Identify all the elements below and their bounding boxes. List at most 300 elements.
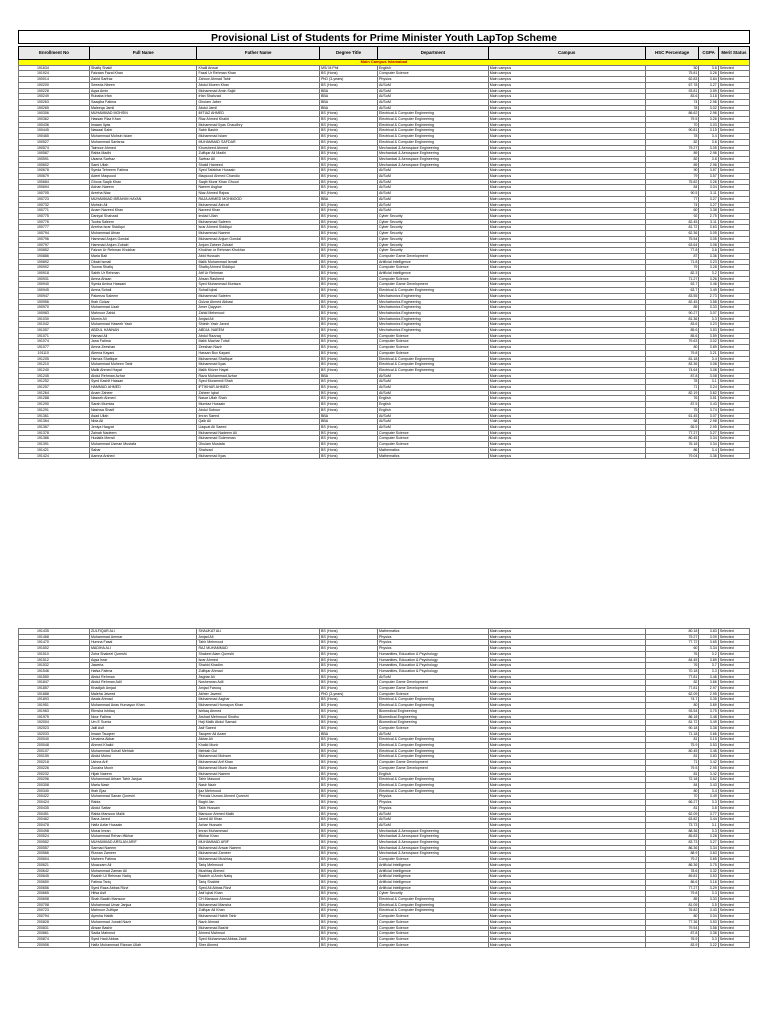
father-name-cell: Akbar Ali [197, 737, 320, 743]
merit-status-cell: Selected [718, 265, 749, 271]
merit-status-cell: Selected [718, 185, 749, 191]
full-name-cell: Nida Ali [89, 419, 197, 425]
cgpa-cell: 3.09 [699, 634, 718, 640]
father-name-cell: Mumtaz Hussain [197, 402, 320, 408]
campus-cell: Main campus [488, 333, 645, 339]
hsc-percentage-cell: 77.81 [645, 674, 699, 680]
merit-status-cell: Selected [718, 663, 749, 669]
enrollment-cell: 191963 [19, 708, 90, 714]
department-cell: Computer Science [378, 725, 489, 731]
campus-cell: Main campus [488, 168, 645, 174]
full-name-cell: Hafiz Azfar Hussain [89, 822, 197, 828]
cgpa-cell: 2.95 [699, 425, 718, 431]
full-name-cell: Nawaal Sabir [89, 128, 197, 134]
father-name-cell: MUHAMMAD ARIF [197, 840, 320, 846]
merit-status-cell: Selected [718, 430, 749, 436]
department-cell: Cyber Security [378, 891, 489, 897]
campus-cell: Main campus [488, 396, 645, 402]
enrollment-cell: 191077 [19, 345, 90, 351]
enrollment-cell: 190723 [19, 196, 90, 202]
enrollment-cell: 200308 [19, 782, 90, 788]
full-name-cell: Rabia Mansoor Malik [89, 811, 197, 817]
degree-title-cell: BS (Hons) [319, 202, 377, 208]
merit-status-cell: Selected [718, 754, 749, 760]
department-cell: Mechanical & Aerospace Engineering [378, 840, 489, 846]
father-name-cell: Tahir Masood [197, 777, 320, 783]
father-name-cell: Muhammad Naeem [197, 231, 320, 237]
department-cell: Computer Game Development [378, 760, 489, 766]
department-cell: AI/SoM [378, 196, 489, 202]
merit-status-cell: Selected [718, 94, 749, 100]
degree-title-cell: BBA [319, 88, 377, 94]
hsc-percentage-cell: 62.83 [645, 77, 699, 83]
campus-cell: Main campus [488, 931, 645, 937]
father-name-cell: Zahoor Ahmad Tahir [197, 77, 320, 83]
hsc-percentage-cell: 79.63 [645, 339, 699, 345]
department-cell: Computer Science [378, 925, 489, 931]
merit-status-cell: Selected [718, 834, 749, 840]
enrollment-cell: 190306 [19, 111, 90, 117]
enrollment-cell: 200451 [19, 811, 90, 817]
merit-status-cell: Selected [718, 356, 749, 362]
merit-status-cell: Selected [718, 897, 749, 903]
cgpa-cell: 3.04 [699, 185, 718, 191]
merit-status-cell: Selected [718, 77, 749, 83]
merit-status-cell: Selected [718, 925, 749, 931]
department-cell: AI/SoM [378, 674, 489, 680]
campus-cell: Main campus [488, 828, 645, 834]
merit-status-cell: Selected [718, 71, 749, 77]
department-cell: AI/SoM [378, 385, 489, 391]
hsc-percentage-cell: 83.73 [645, 840, 699, 846]
department-cell: Electrical & Computer Engineering [378, 117, 489, 123]
degree-title-cell: BS (Hons) [319, 765, 377, 771]
hsc-percentage-cell: 82.45 [645, 219, 699, 225]
full-name-cell: Zoha Shakeel Qureshi [89, 651, 197, 657]
campus-cell: Main campus [488, 145, 645, 151]
full-name-cell: Muhammad Uzair [89, 305, 197, 311]
degree-title-cell: BS (Hons) [319, 117, 377, 123]
department-cell: Computer Science [378, 436, 489, 442]
merit-status-cell: Selected [718, 413, 749, 419]
degree-title-cell: BS (Hons) [319, 122, 377, 128]
degree-title-cell: BS (Hons) [319, 271, 377, 277]
merit-status-cell: Selected [718, 703, 749, 709]
cgpa-cell: 3.63 [699, 225, 718, 231]
department-cell: Mechatronics Engineering [378, 293, 489, 299]
degree-title-cell: BS (Hons) [319, 668, 377, 674]
enrollment-cell: 191888 [19, 691, 90, 697]
enrollment-cell: 190931 [19, 276, 90, 282]
campus-cell: Main campus [488, 356, 645, 362]
full-name-cell: Hijab Naeem [89, 771, 197, 777]
full-name-cell: Abdul Rehman Azhar [89, 373, 197, 379]
campus-cell: Main campus [488, 919, 645, 925]
father-name-cell: Muhammad Arif Khan [197, 760, 320, 766]
enrollment-cell: 190465 [19, 134, 90, 140]
full-name-cell: Aamna Arshed [89, 453, 197, 459]
degree-title-cell: BS (Hons) [319, 333, 377, 339]
merit-status-cell: Selected [718, 333, 749, 339]
full-name-cell: Muhammad Anas Humayun Khan [89, 703, 197, 709]
hsc-percentage-cell: 82.3 [645, 271, 699, 277]
campus-cell: Main campus [488, 191, 645, 197]
father-name-cell: Akhter Javeed [197, 691, 320, 697]
department-cell: Computer Game Development [378, 282, 489, 288]
cgpa-cell: 3.53 [699, 328, 718, 334]
department-cell: Humanities, Education & Psychology [378, 651, 489, 657]
department-cell: Computer Game Development [378, 765, 489, 771]
father-name-cell: Ahmed Mahmud [197, 931, 320, 937]
enrollment-cell: 200296 [19, 777, 90, 783]
degree-title-cell: BS (Hons) [319, 453, 377, 459]
hsc-percentage-cell: 71.8 [645, 259, 699, 265]
merit-status-cell: Selected [718, 782, 749, 788]
hsc-percentage-cell: 82.19 [645, 390, 699, 396]
cgpa-cell: 3.05 [699, 231, 718, 237]
merit-status-cell: Selected [718, 629, 749, 635]
campus-cell: Main campus [488, 874, 645, 880]
department-cell: Biomedical Engineering [378, 714, 489, 720]
merit-status-cell: Selected [718, 845, 749, 851]
hsc-percentage-cell: 81.18 [645, 356, 699, 362]
enrollment-cell: 190797 [19, 242, 90, 248]
department-cell: Mathematics [378, 629, 489, 635]
degree-title-cell: BS (Hons) [319, 191, 377, 197]
degree-title-cell: BS (Hons) [319, 390, 377, 396]
merit-status-cell: Selected [718, 219, 749, 225]
campus-cell: Main campus [488, 117, 645, 123]
department-cell: Mechanical & Aerospace Engineering [378, 162, 489, 168]
enrollment-cell: 200462 [19, 817, 90, 823]
degree-title-cell: BS (Hons) [319, 897, 377, 903]
campus-cell: Main campus [488, 328, 645, 334]
cgpa-cell: 3.02 [699, 339, 718, 345]
father-name-cell: Muhammad Saleem [197, 293, 320, 299]
degree-title-cell: BS (Hons) [319, 367, 377, 373]
hsc-percentage-cell: 63.7 [645, 288, 699, 294]
degree-title-cell: BS (Hons) [319, 725, 377, 731]
full-name-cell: Jeniya Haqyat [89, 425, 197, 431]
father-name-cell: Nosherwan Adil [197, 680, 320, 686]
enrollment-cell: 190918 [19, 271, 90, 277]
full-name-cell: Khadijah Amjad [89, 686, 197, 692]
merit-status-cell: Selected [718, 674, 749, 680]
full-name-cell: Saaqiba Fatima [89, 99, 197, 105]
enrollment-cell: 191364 [19, 419, 90, 425]
father-name-cell: Naeem Asghar [197, 185, 320, 191]
enrollment-cell: 190776 [19, 219, 90, 225]
full-name-cell: Maheen Fatima [89, 857, 197, 863]
father-name-cell: Fazal Ur Rehman Khan [197, 71, 320, 77]
enrollment-cell: 190970 [19, 305, 90, 311]
father-name-cell: Abid Hussain [197, 253, 320, 259]
hsc-percentage-cell: 75 [645, 407, 699, 413]
department-cell: Artificial Intelligence [378, 879, 489, 885]
degree-title-cell: BS (Hons) [319, 868, 377, 874]
degree-title-cell: BS (Hons) [319, 242, 377, 248]
campus-cell: Main campus [488, 128, 645, 134]
degree-title-cell: BS (Hons) [319, 629, 377, 635]
department-cell: Computer Science [378, 919, 489, 925]
department-cell: English [378, 407, 489, 413]
merit-status-cell: Selected [718, 225, 749, 231]
department-cell: English [378, 402, 489, 408]
father-name-cell: Israr Ahmed Siddiqui [197, 225, 320, 231]
full-name-cell: Aqsa Amin [89, 88, 197, 94]
full-name-cell: Syed Raza Abbas Rizvi [89, 885, 197, 891]
enrollment-cell: 190775 [19, 213, 90, 219]
merit-status-cell: Selected [718, 117, 749, 123]
hsc-percentage-cell: 63.64 [645, 242, 699, 248]
full-name-cell: Sami Ullah [89, 162, 197, 168]
campus-cell: Main campus [488, 651, 645, 657]
campus-cell: Main campus [488, 697, 645, 703]
degree-title-cell: BS (Hons) [319, 708, 377, 714]
cgpa-cell: 3.16 [699, 879, 718, 885]
enrollment-cell: 191252 [19, 379, 90, 385]
father-name-cell: Khalil Anwar [197, 65, 320, 71]
table-row [19, 453, 750, 459]
enrollment-cell: 200524 [19, 834, 90, 840]
department-cell: Computer Science [378, 942, 489, 948]
cgpa-cell: 3.27 [699, 82, 718, 88]
degree-title-cell: BS (Hons) [319, 857, 377, 863]
cgpa-cell: 3.8 [699, 156, 718, 162]
father-name-cell: Zulfiqar Ali Khan [197, 908, 320, 914]
enrollment-cell: 190014 [19, 77, 90, 83]
cgpa-cell: 3.28 [699, 265, 718, 271]
degree-title-cell: PhD (3-years) [319, 691, 377, 697]
father-name-cell: Anjum Zaheer Zubairi [197, 242, 320, 248]
merit-status-cell: Selected [718, 345, 749, 351]
enrollment-cell: 190947 [19, 293, 90, 299]
father-name-cell: Irfan Shahzad [197, 94, 320, 100]
full-name-cell: Ifrah Ejaz [89, 788, 197, 794]
merit-status-cell: Selected [718, 714, 749, 720]
full-name-cell: Asad Ullah [89, 413, 197, 419]
hsc-percentage-cell: 79.54 [645, 925, 699, 931]
enrollment-cell: 191361 [19, 413, 90, 419]
degree-title-cell: BS (Hons) [319, 885, 377, 891]
department-cell: Electrical & Computer Engineering [378, 788, 489, 794]
father-name-cell: Imran Saeed [197, 413, 320, 419]
degree-title-cell: BS (Hons) [319, 385, 377, 391]
full-name-cell: Obaid Ismail [89, 259, 197, 265]
hsc-percentage-cell: 79.8 [645, 350, 699, 356]
degree-title-cell: BS (Hons) [319, 914, 377, 920]
degree-title-cell: BS (Hons) [319, 919, 377, 925]
cgpa-cell: 3.59 [699, 333, 718, 339]
document-title: Provisional List of Students for Prime Minister Youth LapTop Scheme [18, 30, 750, 44]
enrollment-cell: 191893 [19, 697, 90, 703]
father-name-cell: Iftikhar Khan [197, 834, 320, 840]
campus-cell: Main campus [488, 777, 645, 783]
department-cell: Artificial Intelligence [378, 259, 489, 265]
merit-status-cell: Selected [718, 350, 749, 356]
enrollment-cell: 190886 [19, 253, 90, 259]
degree-title-cell: BS (Hons) [319, 657, 377, 663]
cgpa-cell: 2.95 [699, 765, 718, 771]
enrollment-cell: 190794 [19, 231, 90, 237]
hsc-percentage-cell: 84 [645, 782, 699, 788]
degree-title-cell: BS (Hons) [319, 402, 377, 408]
degree-title-cell: BS (Hons) [319, 680, 377, 686]
hsc-percentage-cell: 76 [645, 663, 699, 669]
department-cell: Artificial Intelligence [378, 862, 489, 868]
father-name-cell: Amjad Farooq [197, 686, 320, 692]
full-name-cell: Jana Fatima [89, 339, 197, 345]
cgpa-cell: 3.1 [699, 379, 718, 385]
enrollment-cell: 190445 [19, 128, 90, 134]
hsc-percentage-cell: 81.09 [645, 902, 699, 908]
degree-title-cell: BS (Hons) [319, 697, 377, 703]
campus-cell: Main campus [488, 71, 645, 77]
father-name-cell: Muhammad Anjum Gondal [197, 236, 320, 242]
father-name-cell: Muhammad Munir Awan [197, 765, 320, 771]
campus-cell: Main campus [488, 316, 645, 322]
merit-status-cell: Selected [718, 885, 749, 891]
campus-cell: Main campus [488, 708, 645, 714]
full-name-cell: Muhammad Usman Mustafa [89, 442, 197, 448]
father-name-cell: Nazir Ahmad [197, 919, 320, 925]
merit-status-cell: Selected [718, 402, 749, 408]
header-cgpa: CGPA [699, 47, 718, 60]
hsc-percentage-cell: 87.8 [645, 373, 699, 379]
campus-band: Main Campus Islamabad [19, 60, 750, 66]
hsc-percentage-cell: 79.27 [645, 634, 699, 640]
full-name-cell: Rimsha Ishtiaq [89, 708, 197, 714]
father-name-cell: Naveed Khan [197, 208, 320, 214]
degree-title-cell: BS (Hons) [319, 174, 377, 180]
hsc-percentage-cell: 89.81 [645, 874, 699, 880]
degree-title-cell: BS (Hons) [319, 288, 377, 294]
hsc-percentage-cell: 71.18 [645, 731, 699, 737]
hsc-percentage-cell: 77.27 [645, 885, 699, 891]
campus-cell: Main campus [488, 385, 645, 391]
merit-status-cell: Selected [718, 134, 749, 140]
full-name-cell: Muhammad Ammar [89, 634, 197, 640]
degree-title-cell: BS (Hons) [319, 213, 377, 219]
hsc-percentage-cell: 83.36 [645, 362, 699, 368]
hsc-percentage-cell: 89 [645, 151, 699, 157]
campus-cell: Main campus [488, 771, 645, 777]
enrollment-cell: 200566 [19, 851, 90, 857]
department-cell: Cyber Security [378, 231, 489, 237]
father-name-cell: Zeeshan Nazir [197, 345, 320, 351]
hsc-percentage-cell: 78 [645, 134, 699, 140]
merit-status-cell: Selected [718, 442, 749, 448]
cgpa-cell: 3.08 [699, 367, 718, 373]
merit-status-cell: Selected [718, 151, 749, 157]
enrollment-cell: 191470 [19, 640, 90, 646]
table-row [19, 942, 750, 948]
campus-cell: Main campus [488, 139, 645, 145]
hsc-percentage-cell: 79.27 [645, 145, 699, 151]
full-name-cell: Muhammad Zaman Ali [89, 868, 197, 874]
department-cell: Mechanical & Aerospace Engineering [378, 828, 489, 834]
hsc-percentage-cell: 86.6 [645, 879, 699, 885]
hsc-percentage-cell: 83.6 [645, 322, 699, 328]
full-name-cell: Naseeb Ahmed [89, 396, 197, 402]
enrollment-cell: 200422 [19, 794, 90, 800]
department-cell: Electrical & Computer Engineering [378, 754, 489, 760]
cgpa-cell: 3.36 [699, 453, 718, 459]
father-name-cell: Muhammad Mansha [197, 902, 320, 908]
father-name-cell: Shiekh Yasir Javed [197, 322, 320, 328]
cgpa-cell: 3.65 [699, 857, 718, 863]
hsc-percentage-cell: 62.36 [645, 231, 699, 237]
department-cell: Electrical & Computer Engineering [378, 139, 489, 145]
campus-cell: Main campus [488, 350, 645, 356]
enrollment-cell: 200218 [19, 760, 90, 766]
cgpa-cell: 2.96 [699, 151, 718, 157]
cgpa-cell: 3.65 [699, 640, 718, 646]
cgpa-cell: 3.42 [699, 760, 718, 766]
campus-cell: Main campus [488, 936, 645, 942]
hsc-percentage-cell: 70 [645, 122, 699, 128]
cgpa-cell: 3.58 [699, 299, 718, 305]
cgpa-cell: 3.3 [699, 936, 718, 942]
campus-cell: Main campus [488, 288, 645, 294]
father-name-cell: Ishtiaq Ahmed [197, 708, 320, 714]
department-cell: AI/SoM [378, 731, 489, 737]
degree-title-cell: BS (Hons) [319, 145, 377, 151]
cgpa-cell: 3.08 [699, 242, 718, 248]
full-name-cell: Sarmad Naeem [89, 845, 197, 851]
degree-title-cell: BS (Hons) [319, 794, 377, 800]
merit-status-cell: Selected [718, 840, 749, 846]
enrollment-cell: 200424 [19, 800, 90, 806]
hsc-percentage-cell: 79 [645, 265, 699, 271]
department-cell: Cyber Security [378, 219, 489, 225]
merit-status-cell: Selected [718, 680, 749, 686]
table-header-row [19, 47, 750, 60]
enrollment-cell: 190574 [19, 145, 90, 151]
enrollment-cell: 190228 [19, 88, 90, 94]
degree-title-cell: BS (Hons) [319, 225, 377, 231]
header-full-name: Full Name [89, 47, 197, 60]
father-name-cell: Syed Tafakhar Hussain [197, 168, 320, 174]
full-name-cell: Faizaan Fazal Khan [89, 71, 197, 77]
full-name-cell: Ahmed Khalid [89, 743, 197, 749]
degree-title-cell: BS (Hons) [319, 800, 377, 806]
merit-status-cell: Selected [718, 811, 749, 817]
enrollment-cell: 191510 [19, 651, 90, 657]
hsc-percentage-cell: 77 [645, 196, 699, 202]
merit-status-cell: Selected [718, 908, 749, 914]
department-cell: AI/SoM [378, 105, 489, 111]
hsc-percentage-cell: 81.72 [645, 225, 699, 231]
cgpa-cell: 3.07 [699, 310, 718, 316]
full-name-cell: ABDUL HANNAN [89, 328, 197, 334]
full-name-cell: Maria Bali [89, 253, 197, 259]
father-name-cell: Raza Muhammad Azhar [197, 373, 320, 379]
hsc-percentage-cell: 80 [645, 703, 699, 709]
header-hsc-percentage: HSC Percentage [645, 47, 699, 60]
hsc-percentage-cell: 90.5 [645, 191, 699, 197]
department-cell: Electrical & Computer Engineering [378, 367, 489, 373]
department-cell: Computer Game Development [378, 680, 489, 686]
merit-status-cell: Selected [718, 919, 749, 925]
department-cell: Mechatronics Engineering [378, 316, 489, 322]
campus-cell: Main campus [488, 305, 645, 311]
degree-title-cell: BS (Hons) [319, 817, 377, 823]
hsc-percentage-cell: 75.54 [645, 236, 699, 242]
full-name-cell: Muhammad Junaid Nazir [89, 919, 197, 925]
campus-cell: Main campus [488, 185, 645, 191]
hsc-percentage-cell: 67.78 [645, 82, 699, 88]
